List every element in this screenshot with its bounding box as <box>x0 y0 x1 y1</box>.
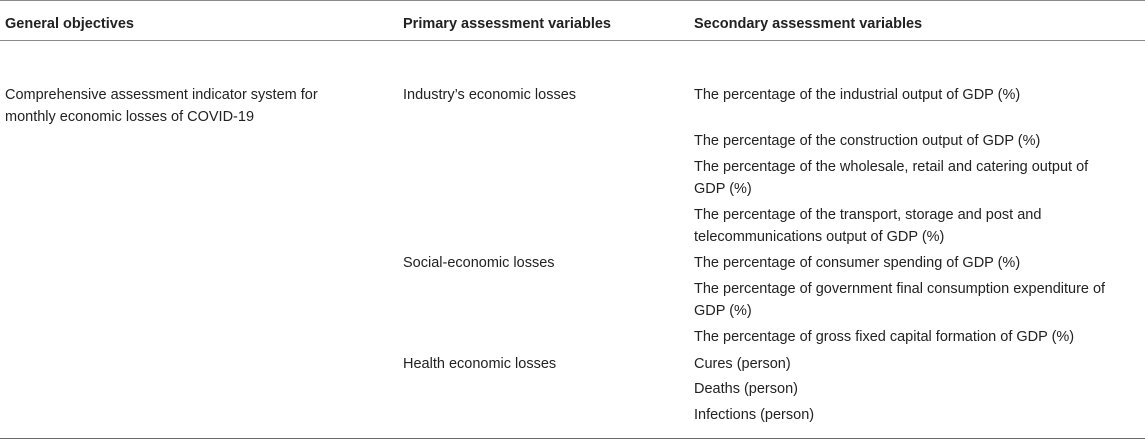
secondary-wholesale-output-line-1: The percentage of the wholesale, retail and catering output of <box>694 159 1089 175</box>
secondary-cures: Cures (person) <box>694 356 791 372</box>
secondary-transport-output-line-2: telecommunications output of GDP (%) <box>694 229 945 245</box>
secondary-deaths: Deaths (person) <box>694 381 798 397</box>
primary-social-losses: Social-economic losses <box>403 255 555 271</box>
header-general-objectives: General objectives <box>5 16 134 32</box>
primary-industry-losses: Industry’s economic losses <box>403 87 577 103</box>
header-primary-variables: Primary assessment variables <box>403 16 611 32</box>
secondary-transport-output-line-1: The percentage of the transport, storage and post and <box>694 207 1042 223</box>
header-secondary-variables: Secondary assessment variables <box>694 16 923 32</box>
objective-line-2: monthly economic losses of COVID-19 <box>5 109 255 125</box>
secondary-industrial-output: The percentage of the industrial output of GDP (%) <box>694 87 1021 103</box>
secondary-construction-output: The percentage of the construction output of GDP (%) <box>694 133 1041 149</box>
primary-health-losses: Health economic losses <box>403 356 557 372</box>
table-bottom-rule <box>0 438 1145 439</box>
table-header-rule <box>0 40 1145 41</box>
secondary-consumer-spending: The percentage of consumer spending of GDP (%) <box>694 255 1021 271</box>
secondary-government-expenditure-line-1: The percentage of government final consumption expenditure of <box>694 281 1106 297</box>
secondary-wholesale-output-line-2: GDP (%) <box>694 181 752 197</box>
secondary-government-expenditure-line-2: GDP (%) <box>694 303 752 319</box>
secondary-capital-formation: The percentage of gross fixed capital formation of GDP (%) <box>694 329 1075 345</box>
secondary-infections: Infections (person) <box>694 407 815 423</box>
table-top-rule <box>0 0 1145 1</box>
objective-line-1: Comprehensive assessment indicator system for <box>5 87 318 103</box>
